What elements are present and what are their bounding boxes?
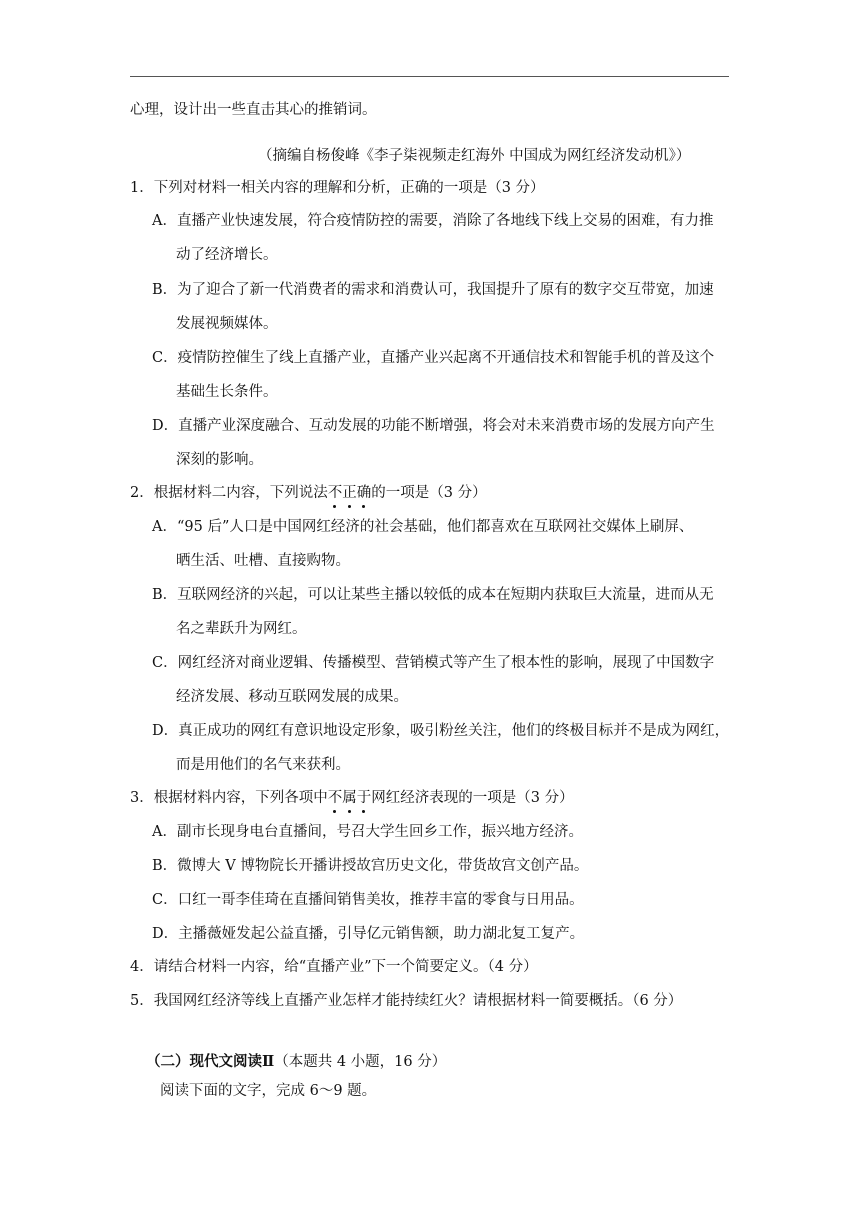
q2-stem	[130, 483, 487, 503]
q1-stem: 1．下列对材料一相关内容的理解和分析，正确的一项是（3 分）	[130, 180, 545, 196]
q2-option-c-line1: C．网红经济对商业逻辑、传播模型、营销模式等产生了根本性的影响，展现了中国数字	[152, 655, 715, 671]
section-heading	[146, 1052, 446, 1072]
q1-option-b-line1: B．为了迎合了新一代消费者的需求和消费认可，我国提升了原有的数字交互带宽，加速	[152, 282, 714, 298]
section-title: （二）现代文阅读Ⅱ	[146, 1053, 275, 1070]
q3-stem	[130, 788, 574, 808]
q5-stem: 5．我国网红经济等线上直播产业怎样才能持续红火？请根据材料一简要概括。（6 分）	[130, 993, 683, 1009]
q1-option-c-line2: 基础生长条件。	[176, 384, 278, 400]
q2-option-b-line2: 名之辈跃升为网红。	[176, 621, 307, 637]
q4-stem: 4．请结合材料一内容，给“直播产业”下一个简要定义。（4 分）	[130, 959, 538, 975]
q2-option-d-line2: 而是用他们的名气来获利。	[176, 757, 350, 773]
q3-option-b: B．微博大 V 博物院长开播讲授故宫历史文化，带货故宫文创产品。	[152, 858, 589, 874]
q2-option-a-line1: A．“95 后”人口是中国网红经济的社会基础，他们都喜欢在互联网社交媒体上刷屏、	[152, 519, 694, 535]
q3-stem-post: 网红经济表现的一项是（3 分）	[371, 790, 574, 806]
q2-stem-post: 的一项是（3 分）	[371, 485, 487, 501]
q2-option-a-line2: 晒生活、吐槽、直接购物。	[176, 553, 350, 569]
q3-option-a: A．副市长现身电台直播间，号召大学生回乡工作，振兴地方经济。	[152, 824, 583, 840]
q3-option-c: C．口红一哥李佳琦在直播间销售美妆，推荐丰富的零食与日用品。	[152, 892, 584, 908]
q1-option-a-line1: A．直播产业快速发展，符合疫情防控的需要，消除了各地线下线上交易的困难，有力推	[152, 213, 714, 229]
q3-stem-pre: 3．根据材料内容，下列各项中	[130, 790, 328, 806]
emphasis-char: 确	[356, 485, 372, 501]
section-note: （本题共 4 小题，16 分）	[274, 1054, 447, 1070]
q3-option-d: D．主播薇娅发起公益直播，引导亿元销售额，助力湖北复工复产。	[152, 926, 585, 942]
q1-option-c-line1: C．疫情防控催生了线上直播产业，直播产业兴起离不开通信技术和智能手机的普及这个	[152, 350, 715, 366]
intro-line: 心理，设计出一些直击其心的推销词。	[130, 102, 377, 118]
q1-option-b-line2: 发展视频媒体。	[176, 316, 278, 332]
q1-option-a-line2: 动了经济增长。	[176, 247, 278, 263]
q1-option-d-line2: 深刻的影响。	[176, 452, 263, 468]
emphasis-char: 不	[327, 485, 343, 501]
q2-option-d-line1: D．真正成功的网红有意识地设定形象，吸引粉丝关注，他们的终极目标并不是成为网红，	[152, 723, 730, 739]
header-rule	[130, 76, 729, 77]
q2-option-b-line1: B．互联网经济的兴起，可以让某些主播以较低的成本在短期内获取巨大流量，进而从无	[152, 587, 714, 603]
q2-option-c-line2: 经济发展、移动互联网发展的成果。	[176, 689, 408, 705]
section-instruction: 阅读下面的文字，完成 6～9 题。	[160, 1083, 377, 1099]
emphasis-char: 于	[356, 790, 372, 806]
emphasis-char: 不	[327, 790, 343, 806]
emphasis-char: 属	[342, 790, 357, 806]
emphasis-char: 正	[342, 485, 357, 501]
q2-stem-pre: 2．根据材料二内容，下列说法	[130, 485, 328, 501]
source-citation: （摘编自杨俊峰《李子柒视频走红海外 中国成为网红经济发动机》）	[258, 148, 691, 164]
q1-option-d-line1: D．直播产业深度融合、互动发展的功能不断增强，将会对未来消费市场的发展方向产生	[152, 418, 715, 434]
